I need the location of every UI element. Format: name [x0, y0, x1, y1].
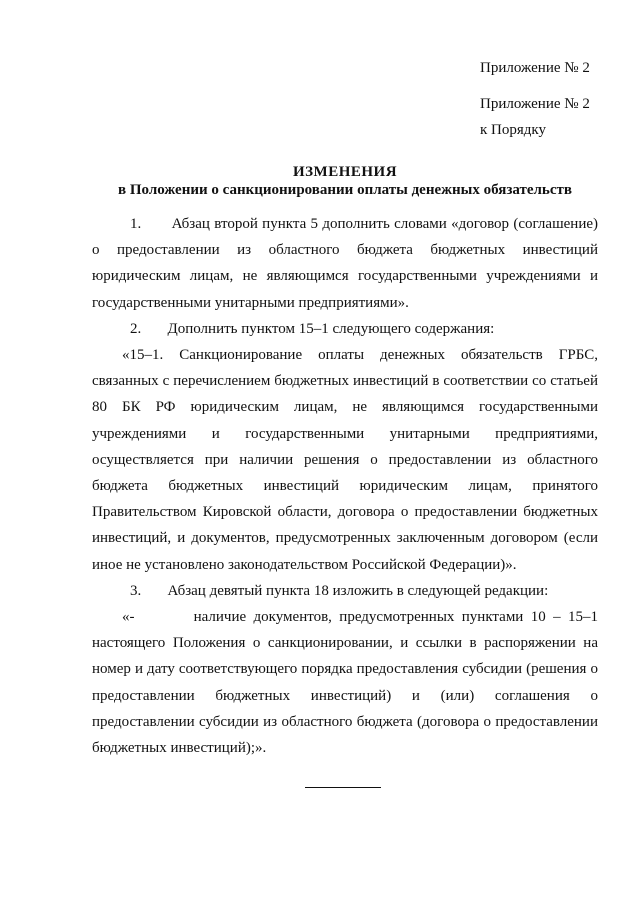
paragraph-3: «15–1. Санкционирование оплаты денежных обязательств ГРБС, связанных с перечислением бюджетных инвестиций в соответствии со статьей 80 БК РФ юридическим лицам, не являющимся государственными учреждениями и государственными унитарными предприятиями, осуществляется при наличии решения о предоставлении из областного бюджета бюджетных инвестиций юридическим лицам, принятого Правительством Кировской области, договора о предоставлении бюджетных инвестиций, и документов, предусмотренных заключенным договором (если иное не установлено законодательством Российской Федерации)».: [92, 347, 598, 573]
paragraph-2: 2. Дополнить пунктом 15–1 следующего содержания:: [130, 320, 495, 337]
appendix-label-repeat: Приложение № 2: [480, 96, 590, 112]
paragraph-4: 3. Абзац девятый пункта 18 изложить в следующей редакции:: [130, 582, 549, 599]
document-body: [92, 211, 598, 761]
document-subtitle: в Положении о санкционировании оплаты денежных обязательств: [118, 182, 572, 198]
paragraph-5: «- наличие документов, предусмотренных пунктами 10 – 15–1 настоящего Положения о санкционировании, и ссылки в распоряжении на номер и дату соответствующего порядка предоставления субсидии (решения о предоставлении бюджетных инвестиций) и (или) соглашения о предоставлении субсидии из областного бюджета (договора о предоставлении бюджетных инвестиций);».: [92, 609, 598, 757]
paragraph-1: 1. Абзац второй пункта 5 дополнить словами «договор (соглашение) о предоставлении из областного бюджета бюджетных инвестиций юридическим лицам, не являющимся государственными учреждениями и государственными унитарными предприятиями».: [92, 216, 598, 311]
appendix-label: Приложение № 2: [480, 60, 590, 76]
closing-separator-line: [305, 787, 381, 788]
document-title: ИЗМЕНЕНИЯ: [292, 164, 398, 180]
appendix-reference: к Порядку: [480, 122, 546, 138]
